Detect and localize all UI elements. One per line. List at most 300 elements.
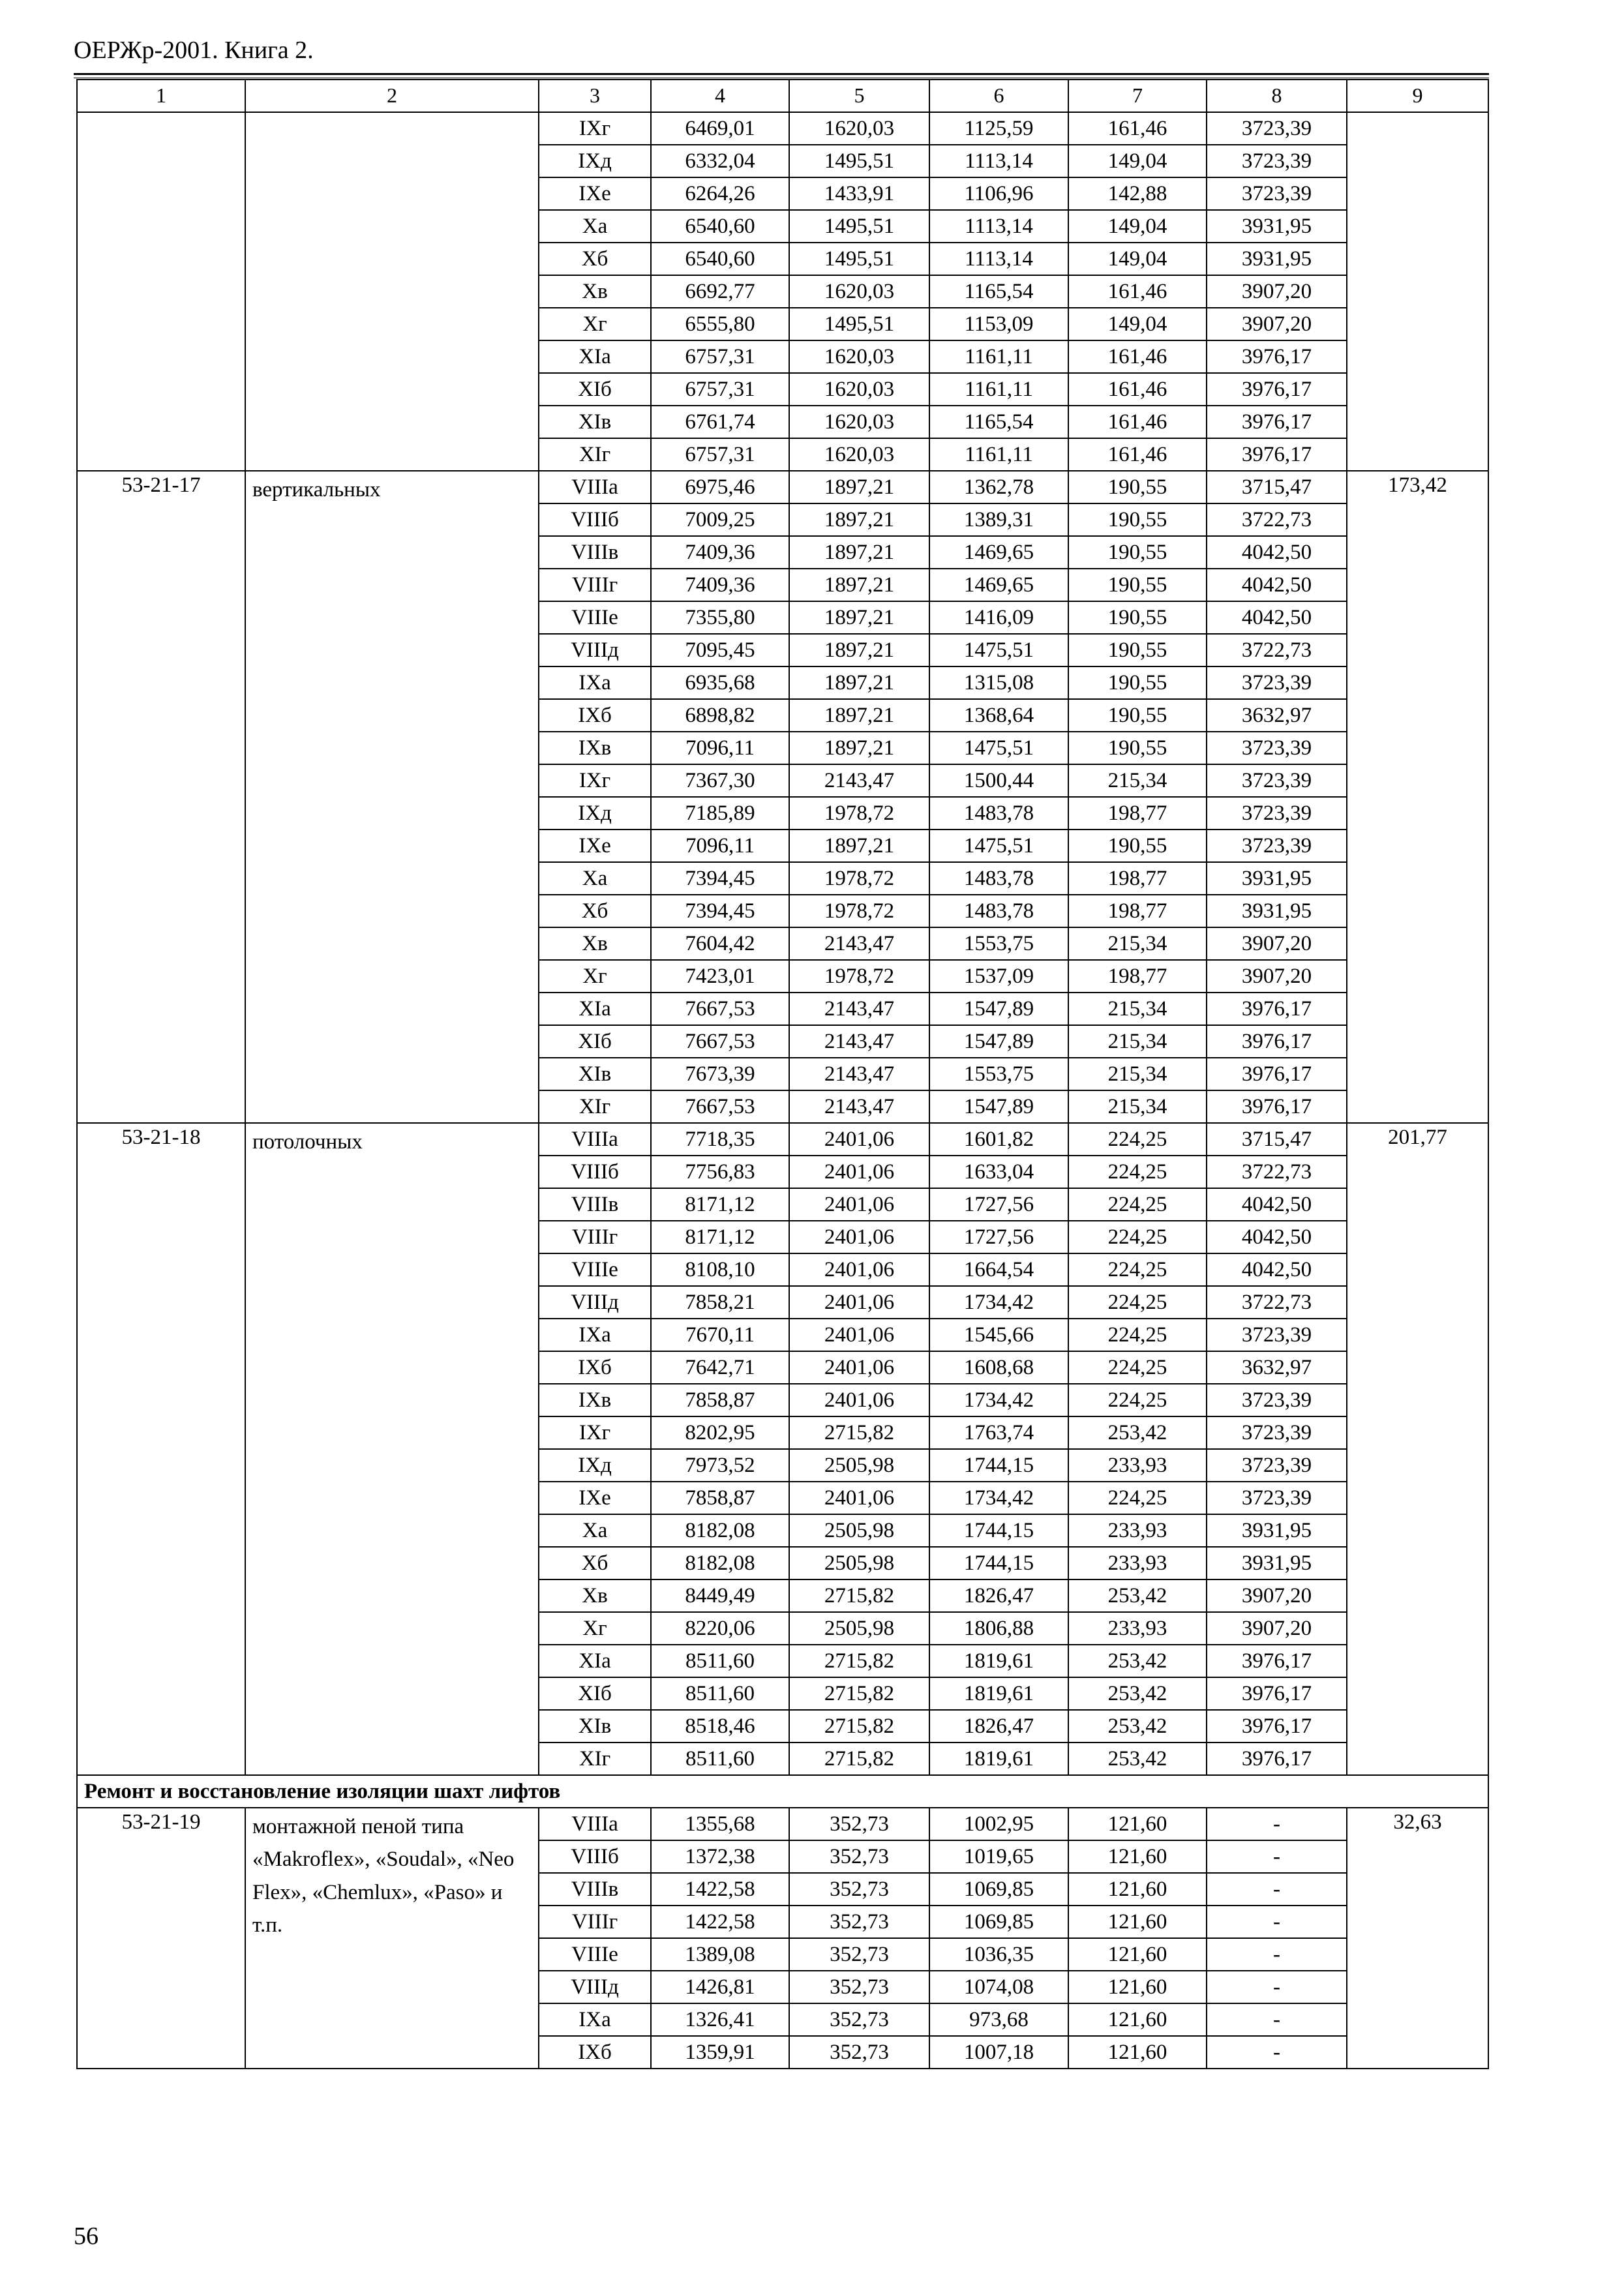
work-description: вертикальных bbox=[245, 471, 539, 1123]
cost-value: 215,34 bbox=[1068, 1058, 1207, 1090]
cost-value: 121,60 bbox=[1068, 2036, 1207, 2069]
cost-value: 7667,53 bbox=[651, 993, 789, 1025]
price-zone: Xa bbox=[539, 1514, 651, 1547]
cost-value: 121,60 bbox=[1068, 2003, 1207, 2036]
cost-value: 1620,03 bbox=[789, 373, 929, 406]
cost-value: 3723,39 bbox=[1207, 797, 1347, 830]
cost-value: 161,46 bbox=[1068, 112, 1207, 145]
cost-value: 3723,39 bbox=[1207, 1449, 1347, 1482]
cost-value: 1545,66 bbox=[929, 1319, 1068, 1351]
price-zone: VIIIa bbox=[539, 471, 651, 503]
cost-value: 224,25 bbox=[1068, 1156, 1207, 1188]
cost-value: - bbox=[1207, 2003, 1347, 2036]
column-number: 8 bbox=[1207, 80, 1347, 112]
price-zone: IXб bbox=[539, 2036, 651, 2069]
labor-value: 173,42 bbox=[1347, 471, 1488, 1123]
price-zone: IXв bbox=[539, 732, 651, 764]
column-number-row bbox=[77, 80, 1488, 112]
cost-value: 3723,39 bbox=[1207, 177, 1347, 210]
cost-value: 2715,82 bbox=[789, 1645, 929, 1677]
cost-value: 352,73 bbox=[789, 1971, 929, 2003]
cost-value: 1069,85 bbox=[929, 1873, 1068, 1906]
price-zone: Xг bbox=[539, 960, 651, 993]
cost-value: 352,73 bbox=[789, 1840, 929, 1873]
cost-value: 1326,41 bbox=[651, 2003, 789, 2036]
cost-value: 2401,06 bbox=[789, 1253, 929, 1286]
table-row bbox=[77, 1123, 1488, 1156]
cost-value: 121,60 bbox=[1068, 1971, 1207, 2003]
cost-value: 1495,51 bbox=[789, 308, 929, 340]
price-zone: Xб bbox=[539, 243, 651, 275]
cost-value: 190,55 bbox=[1068, 699, 1207, 732]
cost-value: 1113,14 bbox=[929, 243, 1068, 275]
cost-value: 3715,47 bbox=[1207, 471, 1347, 503]
cost-value: 190,55 bbox=[1068, 601, 1207, 634]
cost-value: - bbox=[1207, 2036, 1347, 2069]
cost-value: 224,25 bbox=[1068, 1384, 1207, 1416]
price-zone: Xб bbox=[539, 895, 651, 927]
price-zone: VIIIб bbox=[539, 1156, 651, 1188]
cost-value: 2143,47 bbox=[789, 993, 929, 1025]
cost-value: 3723,39 bbox=[1207, 1319, 1347, 1351]
cost-value: - bbox=[1207, 1938, 1347, 1971]
cost-value: 1106,96 bbox=[929, 177, 1068, 210]
cost-value: 190,55 bbox=[1068, 830, 1207, 862]
cost-value: 1161,11 bbox=[929, 373, 1068, 406]
cost-value: 6264,26 bbox=[651, 177, 789, 210]
cost-value: 1537,09 bbox=[929, 960, 1068, 993]
cost-value: 4042,50 bbox=[1207, 569, 1347, 601]
price-zone: VIIIд bbox=[539, 634, 651, 666]
cost-value: - bbox=[1207, 1873, 1347, 1906]
labor-value: 201,77 bbox=[1347, 1123, 1488, 1775]
cost-value: 1475,51 bbox=[929, 830, 1068, 862]
cost-value: 1763,74 bbox=[929, 1416, 1068, 1449]
cost-value: 190,55 bbox=[1068, 634, 1207, 666]
cost-value: 8449,49 bbox=[651, 1579, 789, 1612]
work-description: монтажной пеной типа «Makroflex», «Soudal», «Neo Flex», «Chemlux», «Paso» и т.п. bbox=[245, 1808, 539, 2069]
price-zone: IXг bbox=[539, 764, 651, 797]
work-description bbox=[245, 112, 539, 471]
cost-value: 215,34 bbox=[1068, 1025, 1207, 1058]
cost-value: - bbox=[1207, 1808, 1347, 1840]
cost-value: 253,42 bbox=[1068, 1677, 1207, 1710]
cost-value: 1165,54 bbox=[929, 406, 1068, 438]
cost-value: 1355,68 bbox=[651, 1808, 789, 1840]
cost-value: 8518,46 bbox=[651, 1710, 789, 1743]
cost-value: 1074,08 bbox=[929, 1971, 1068, 2003]
price-zone: XIг bbox=[539, 438, 651, 471]
cost-value: 1978,72 bbox=[789, 797, 929, 830]
cost-value: 3723,39 bbox=[1207, 1416, 1347, 1449]
cost-value: 224,25 bbox=[1068, 1482, 1207, 1514]
cost-value: 3723,39 bbox=[1207, 112, 1347, 145]
price-zone: Xг bbox=[539, 308, 651, 340]
cost-value: 7185,89 bbox=[651, 797, 789, 830]
cost-value: 198,77 bbox=[1068, 797, 1207, 830]
cost-value: 1019,65 bbox=[929, 1840, 1068, 1873]
cost-value: 198,77 bbox=[1068, 862, 1207, 895]
cost-value: 1469,65 bbox=[929, 569, 1068, 601]
price-zone: XIб bbox=[539, 1677, 651, 1710]
cost-value: 4042,50 bbox=[1207, 1188, 1347, 1221]
work-description: потолочных bbox=[245, 1123, 539, 1775]
cost-value: 352,73 bbox=[789, 1938, 929, 1971]
cost-value: 1547,89 bbox=[929, 1025, 1068, 1058]
cost-value: 190,55 bbox=[1068, 471, 1207, 503]
cost-value: 1036,35 bbox=[929, 1938, 1068, 1971]
cost-value: 352,73 bbox=[789, 1906, 929, 1938]
cost-value: 7642,71 bbox=[651, 1351, 789, 1384]
cost-value: 6332,04 bbox=[651, 145, 789, 177]
cost-value: 3723,39 bbox=[1207, 145, 1347, 177]
price-zone: XIa bbox=[539, 1645, 651, 1677]
cost-value: 2715,82 bbox=[789, 1416, 929, 1449]
cost-value: 1113,14 bbox=[929, 145, 1068, 177]
cost-value: 3931,95 bbox=[1207, 1547, 1347, 1579]
cost-value: 161,46 bbox=[1068, 340, 1207, 373]
cost-value: 1819,61 bbox=[929, 1743, 1068, 1775]
cost-value: 2143,47 bbox=[789, 764, 929, 797]
rate-code: 53-21-17 bbox=[77, 471, 245, 1123]
cost-value: 3715,47 bbox=[1207, 1123, 1347, 1156]
price-zone: Xв bbox=[539, 927, 651, 960]
price-zone: VIIIв bbox=[539, 1188, 651, 1221]
cost-value: 7673,39 bbox=[651, 1058, 789, 1090]
cost-value: 1897,21 bbox=[789, 666, 929, 699]
section-row bbox=[77, 1775, 1488, 1808]
cost-value: - bbox=[1207, 1906, 1347, 1938]
cost-value: 7095,45 bbox=[651, 634, 789, 666]
cost-value: 161,46 bbox=[1068, 438, 1207, 471]
cost-value: 1422,58 bbox=[651, 1906, 789, 1938]
column-number: 5 bbox=[789, 80, 929, 112]
cost-value: 1897,21 bbox=[789, 732, 929, 764]
cost-value: 190,55 bbox=[1068, 503, 1207, 536]
cost-value: 215,34 bbox=[1068, 927, 1207, 960]
price-zone: IXе bbox=[539, 177, 651, 210]
cost-value: 224,25 bbox=[1068, 1253, 1207, 1286]
price-zone: VIIIд bbox=[539, 1286, 651, 1319]
cost-value: 1897,21 bbox=[789, 634, 929, 666]
price-zone: IXб bbox=[539, 699, 651, 732]
rate-code bbox=[77, 112, 245, 471]
column-number: 9 bbox=[1347, 80, 1488, 112]
cost-value: 4042,50 bbox=[1207, 1253, 1347, 1286]
cost-value: 215,34 bbox=[1068, 764, 1207, 797]
price-zone: Xв bbox=[539, 275, 651, 308]
cost-value: 3976,17 bbox=[1207, 340, 1347, 373]
cost-value: 1734,42 bbox=[929, 1384, 1068, 1416]
cost-value: 6935,68 bbox=[651, 666, 789, 699]
cost-value: 4042,50 bbox=[1207, 536, 1347, 569]
cost-value: 3976,17 bbox=[1207, 1025, 1347, 1058]
cost-value: 6757,31 bbox=[651, 373, 789, 406]
cost-value: 253,42 bbox=[1068, 1743, 1207, 1775]
cost-value: 1897,21 bbox=[789, 699, 929, 732]
cost-value: 6692,77 bbox=[651, 275, 789, 308]
cost-value: 149,04 bbox=[1068, 210, 1207, 243]
cost-value: 1483,78 bbox=[929, 895, 1068, 927]
cost-value: 3722,73 bbox=[1207, 1156, 1347, 1188]
cost-value: 2401,06 bbox=[789, 1351, 929, 1384]
cost-value: 1153,09 bbox=[929, 308, 1068, 340]
cost-value: 1002,95 bbox=[929, 1808, 1068, 1840]
cost-value: 224,25 bbox=[1068, 1188, 1207, 1221]
cost-value: 1416,09 bbox=[929, 601, 1068, 634]
cost-value: 1161,11 bbox=[929, 438, 1068, 471]
cost-value: 3976,17 bbox=[1207, 1058, 1347, 1090]
cost-value: 2505,98 bbox=[789, 1449, 929, 1482]
cost-value: 3722,73 bbox=[1207, 1286, 1347, 1319]
price-zone: XIб bbox=[539, 1025, 651, 1058]
cost-value: 1620,03 bbox=[789, 438, 929, 471]
cost-value: 3931,95 bbox=[1207, 243, 1347, 275]
cost-value: 1978,72 bbox=[789, 895, 929, 927]
price-zone: XIв bbox=[539, 1058, 651, 1090]
cost-value: 7718,35 bbox=[651, 1123, 789, 1156]
cost-value: 1601,82 bbox=[929, 1123, 1068, 1156]
cost-value: 973,68 bbox=[929, 2003, 1068, 2036]
price-zone: XIв bbox=[539, 406, 651, 438]
price-zone: IXб bbox=[539, 1351, 651, 1384]
cost-value: 161,46 bbox=[1068, 406, 1207, 438]
cost-value: 1553,75 bbox=[929, 927, 1068, 960]
price-zone: Xб bbox=[539, 1547, 651, 1579]
cost-value: 3907,20 bbox=[1207, 960, 1347, 993]
cost-value: 1897,21 bbox=[789, 830, 929, 862]
price-zone: XIб bbox=[539, 373, 651, 406]
cost-value: 6975,46 bbox=[651, 471, 789, 503]
cost-value: 121,60 bbox=[1068, 1840, 1207, 1873]
cost-value: 1500,44 bbox=[929, 764, 1068, 797]
cost-value: 1734,42 bbox=[929, 1286, 1068, 1319]
cost-value: 3632,97 bbox=[1207, 699, 1347, 732]
cost-value: 121,60 bbox=[1068, 1873, 1207, 1906]
cost-value: 1620,03 bbox=[789, 340, 929, 373]
price-zone: XIг bbox=[539, 1090, 651, 1123]
cost-value: 190,55 bbox=[1068, 569, 1207, 601]
cost-value: 3931,95 bbox=[1207, 210, 1347, 243]
cost-value: 1113,14 bbox=[929, 210, 1068, 243]
cost-value: 1161,11 bbox=[929, 340, 1068, 373]
cost-value: 6540,60 bbox=[651, 210, 789, 243]
cost-value: 190,55 bbox=[1068, 732, 1207, 764]
cost-value: 8511,60 bbox=[651, 1677, 789, 1710]
cost-value: 6898,82 bbox=[651, 699, 789, 732]
cost-value: 1483,78 bbox=[929, 797, 1068, 830]
cost-value: 233,93 bbox=[1068, 1514, 1207, 1547]
cost-value: 190,55 bbox=[1068, 666, 1207, 699]
price-zone: Xв bbox=[539, 1579, 651, 1612]
cost-value: 1620,03 bbox=[789, 406, 929, 438]
cost-value: 8202,95 bbox=[651, 1416, 789, 1449]
cost-value: 6757,31 bbox=[651, 438, 789, 471]
cost-value: 7096,11 bbox=[651, 732, 789, 764]
page-number: 56 bbox=[74, 2222, 98, 2250]
table-row bbox=[77, 112, 1488, 145]
cost-value: 1806,88 bbox=[929, 1612, 1068, 1645]
column-number: 4 bbox=[651, 80, 789, 112]
price-zone: VIIIг bbox=[539, 1221, 651, 1253]
cost-value: 3907,20 bbox=[1207, 308, 1347, 340]
price-zone: VIIIб bbox=[539, 503, 651, 536]
price-zone: IXa bbox=[539, 1319, 651, 1351]
cost-value: 1475,51 bbox=[929, 634, 1068, 666]
cost-value: 1483,78 bbox=[929, 862, 1068, 895]
cost-value: 1620,03 bbox=[789, 275, 929, 308]
cost-value: 1664,54 bbox=[929, 1253, 1068, 1286]
cost-value: 8511,60 bbox=[651, 1743, 789, 1775]
cost-value: 7394,45 bbox=[651, 895, 789, 927]
price-zone: IXг bbox=[539, 1416, 651, 1449]
cost-value: 2505,98 bbox=[789, 1612, 929, 1645]
cost-value: 233,93 bbox=[1068, 1449, 1207, 1482]
cost-value: 2401,06 bbox=[789, 1123, 929, 1156]
price-zone: VIIIв bbox=[539, 536, 651, 569]
cost-value: 2401,06 bbox=[789, 1384, 929, 1416]
cost-value: 3723,39 bbox=[1207, 732, 1347, 764]
cost-value: 1897,21 bbox=[789, 503, 929, 536]
cost-value: 2401,06 bbox=[789, 1482, 929, 1514]
cost-value: 2505,98 bbox=[789, 1547, 929, 1579]
cost-value: 8171,12 bbox=[651, 1221, 789, 1253]
cost-value: 3723,39 bbox=[1207, 666, 1347, 699]
cost-value: 121,60 bbox=[1068, 1938, 1207, 1971]
cost-value: - bbox=[1207, 1840, 1347, 1873]
cost-value: 224,25 bbox=[1068, 1286, 1207, 1319]
cost-value: 3723,39 bbox=[1207, 1384, 1347, 1416]
cost-value: 7667,53 bbox=[651, 1090, 789, 1123]
cost-value: 3722,73 bbox=[1207, 503, 1347, 536]
cost-value: 1547,89 bbox=[929, 993, 1068, 1025]
cost-value: 1553,75 bbox=[929, 1058, 1068, 1090]
labor-value bbox=[1347, 112, 1488, 471]
price-zone: IXе bbox=[539, 1482, 651, 1514]
cost-value: 2143,47 bbox=[789, 1090, 929, 1123]
cost-value: 7367,30 bbox=[651, 764, 789, 797]
price-zone: VIIIд bbox=[539, 1971, 651, 2003]
cost-value: 2143,47 bbox=[789, 1058, 929, 1090]
price-zone: XIг bbox=[539, 1743, 651, 1775]
cost-value: 8182,08 bbox=[651, 1514, 789, 1547]
cost-value: 6555,80 bbox=[651, 308, 789, 340]
cost-value: 1372,38 bbox=[651, 1840, 789, 1873]
cost-value: 161,46 bbox=[1068, 275, 1207, 308]
cost-value: 8220,06 bbox=[651, 1612, 789, 1645]
price-zone: VIIIе bbox=[539, 601, 651, 634]
cost-value: 1978,72 bbox=[789, 862, 929, 895]
cost-value: 2401,06 bbox=[789, 1221, 929, 1253]
price-zone: XIa bbox=[539, 340, 651, 373]
cost-value: 3931,95 bbox=[1207, 1514, 1347, 1547]
cost-value: 1495,51 bbox=[789, 145, 929, 177]
cost-value: 2715,82 bbox=[789, 1743, 929, 1775]
cost-value: 1125,59 bbox=[929, 112, 1068, 145]
cost-value: 3722,73 bbox=[1207, 634, 1347, 666]
price-zone: IXе bbox=[539, 830, 651, 862]
cost-value: 1475,51 bbox=[929, 732, 1068, 764]
cost-value: 6469,01 bbox=[651, 112, 789, 145]
column-number: 1 bbox=[77, 80, 245, 112]
cost-value: 3907,20 bbox=[1207, 275, 1347, 308]
cost-value: 3907,20 bbox=[1207, 1579, 1347, 1612]
cost-value: 2505,98 bbox=[789, 1514, 929, 1547]
column-number: 6 bbox=[929, 80, 1068, 112]
price-zone: Xa bbox=[539, 862, 651, 895]
section-title: Ремонт и восстановление изоляции шахт лифтов bbox=[77, 1775, 1488, 1808]
cost-value: 1547,89 bbox=[929, 1090, 1068, 1123]
cost-value: 1389,31 bbox=[929, 503, 1068, 536]
column-number: 3 bbox=[539, 80, 651, 112]
cost-value: 253,42 bbox=[1068, 1579, 1207, 1612]
cost-value: 224,25 bbox=[1068, 1221, 1207, 1253]
cost-value: 352,73 bbox=[789, 1873, 929, 1906]
price-zone: VIIIг bbox=[539, 1906, 651, 1938]
cost-value: 215,34 bbox=[1068, 1090, 1207, 1123]
price-zone: IXa bbox=[539, 666, 651, 699]
cost-value: 1368,64 bbox=[929, 699, 1068, 732]
cost-value: 1897,21 bbox=[789, 471, 929, 503]
cost-value: 233,93 bbox=[1068, 1547, 1207, 1579]
cost-value: 7409,36 bbox=[651, 536, 789, 569]
cost-value: 1744,15 bbox=[929, 1547, 1068, 1579]
table-row bbox=[77, 1808, 1488, 1840]
cost-value: 149,04 bbox=[1068, 243, 1207, 275]
price-zone: Xг bbox=[539, 1612, 651, 1645]
price-zone: IXг bbox=[539, 112, 651, 145]
cost-value: 1469,65 bbox=[929, 536, 1068, 569]
cost-value: 7394,45 bbox=[651, 862, 789, 895]
cost-value: 4042,50 bbox=[1207, 601, 1347, 634]
rate-code: 53-21-18 bbox=[77, 1123, 245, 1775]
cost-value: 1727,56 bbox=[929, 1188, 1068, 1221]
cost-value: 1359,91 bbox=[651, 2036, 789, 2069]
cost-value: 233,93 bbox=[1068, 1612, 1207, 1645]
cost-value: 7423,01 bbox=[651, 960, 789, 993]
cost-value: 1426,81 bbox=[651, 1971, 789, 2003]
rate-code: 53-21-19 bbox=[77, 1808, 245, 2069]
price-zone: IXд bbox=[539, 1449, 651, 1482]
cost-value: 1897,21 bbox=[789, 536, 929, 569]
cost-value: 3976,17 bbox=[1207, 406, 1347, 438]
cost-value: 1727,56 bbox=[929, 1221, 1068, 1253]
cost-value: 8171,12 bbox=[651, 1188, 789, 1221]
cost-value: 1826,47 bbox=[929, 1710, 1068, 1743]
cost-value: 2715,82 bbox=[789, 1677, 929, 1710]
rates-table bbox=[76, 79, 1489, 2069]
cost-value: 6757,31 bbox=[651, 340, 789, 373]
cost-value: 2143,47 bbox=[789, 1025, 929, 1058]
cost-value: 3976,17 bbox=[1207, 1743, 1347, 1775]
cost-value: 1495,51 bbox=[789, 243, 929, 275]
cost-value: 7009,25 bbox=[651, 503, 789, 536]
price-zone: IXa bbox=[539, 2003, 651, 2036]
cost-value: 7604,42 bbox=[651, 927, 789, 960]
cost-value: 352,73 bbox=[789, 2036, 929, 2069]
price-zone: XIв bbox=[539, 1710, 651, 1743]
cost-value: 1422,58 bbox=[651, 1873, 789, 1906]
cost-value: 1007,18 bbox=[929, 2036, 1068, 2069]
cost-value: 1433,91 bbox=[789, 177, 929, 210]
table-body bbox=[77, 80, 1488, 2069]
cost-value: 1633,04 bbox=[929, 1156, 1068, 1188]
cost-value: 224,25 bbox=[1068, 1123, 1207, 1156]
cost-value: 2401,06 bbox=[789, 1156, 929, 1188]
price-zone: IXд bbox=[539, 797, 651, 830]
cost-value: 253,42 bbox=[1068, 1416, 1207, 1449]
cost-value: 1897,21 bbox=[789, 569, 929, 601]
